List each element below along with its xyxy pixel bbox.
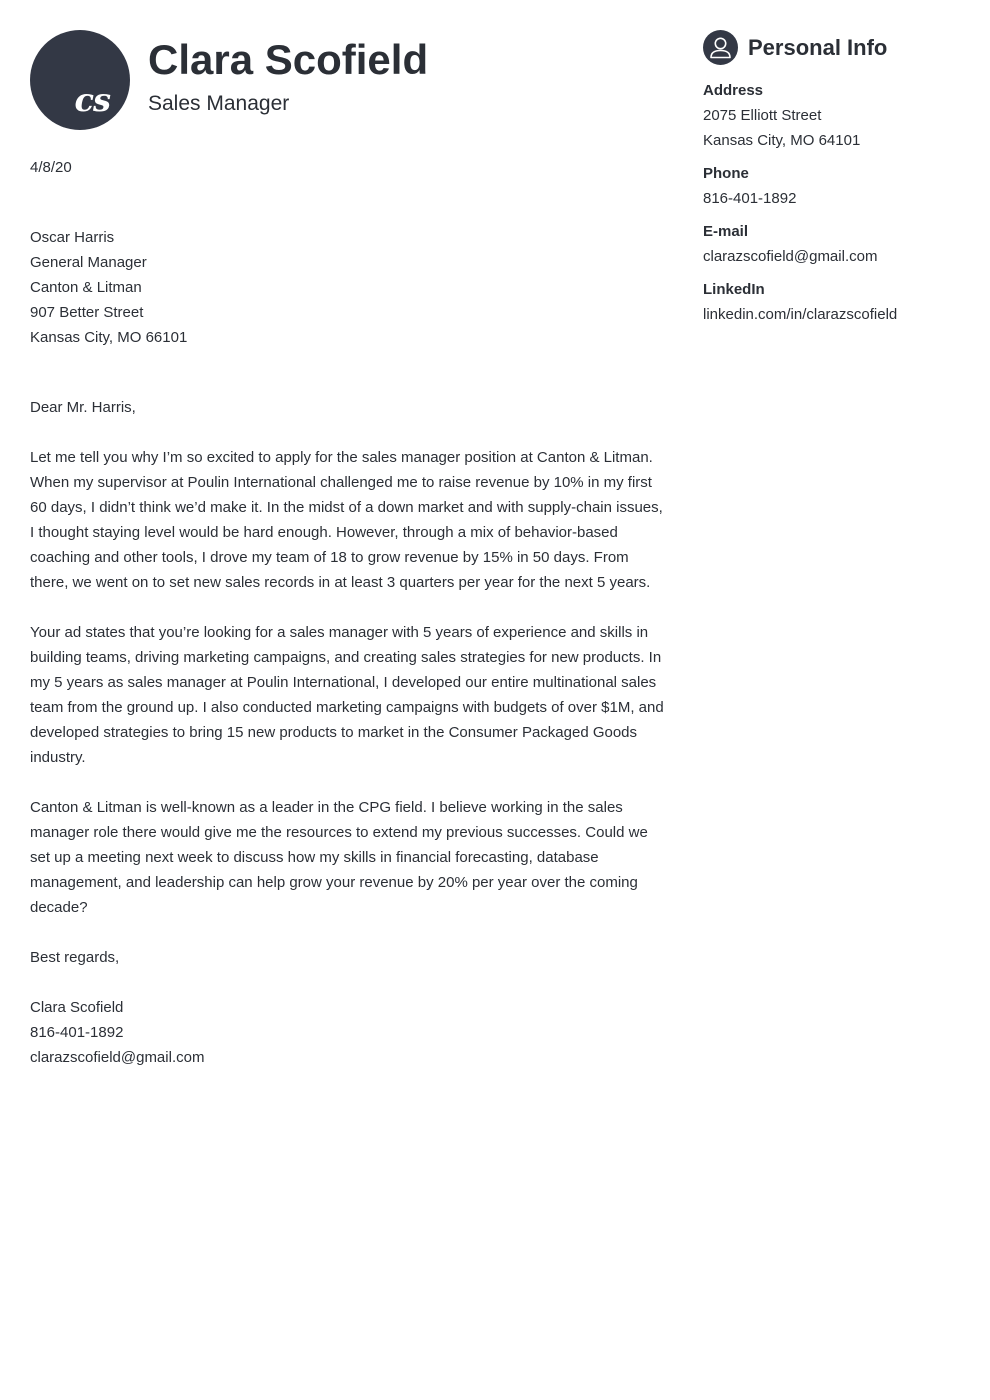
- salutation: Dear Mr. Harris,: [30, 399, 136, 416]
- recipient-name: Oscar Harris: [30, 229, 115, 246]
- signature-phone: 816-401-1892: [30, 1024, 124, 1041]
- personal-info-header: [703, 30, 973, 66]
- signature-name: Clara Scofield: [30, 999, 124, 1016]
- monogram-initials: cs: [74, 81, 110, 119]
- letter-date: 4/8/20: [30, 159, 72, 176]
- signature-block: [30, 995, 670, 1070]
- applicant-name: Clara Scofield: [148, 36, 429, 83]
- recipient-city: Kansas City, MO 66101: [30, 329, 188, 346]
- monogram-avatar: [30, 30, 130, 130]
- linkedin-label: LinkedIn: [703, 281, 765, 298]
- recipient-street: 907 Better Street: [30, 304, 144, 321]
- recipient-company: Canton & Litman: [30, 279, 142, 296]
- letter-body: [30, 155, 670, 1070]
- email-label: E-mail: [703, 223, 749, 240]
- address-block: [703, 78, 973, 153]
- phone-value: 816-401-1892: [703, 190, 797, 207]
- personal-info-sidebar: [703, 30, 973, 335]
- person-icon: [703, 30, 738, 65]
- linkedin-value[interactable]: linkedin.com/in/clarazscofield: [703, 306, 898, 323]
- letter-paragraph-3: Canton & Litman is well-known as a leader in the CPG field. I believe working in the sales manager role there would give me the resources to extend my previous successes. Could we set up a meeting next week to discuss how my skills in financial forecasting, database management, and leadership can help grow your revenue by 20% per year over the coming decade?: [30, 799, 648, 916]
- signature-email: clarazscofield@gmail.com: [30, 1049, 205, 1066]
- recipient-block: [30, 225, 670, 350]
- address-line-1: 2075 Elliott Street: [703, 107, 822, 124]
- letter-paragraph-2: Your ad states that you’re looking for a sales manager with 5 years of experience and skills in building teams, driving marketing campaigns, and creating sales strategies for new products. In my 5 years as sales manager at Poulin International, I developed our entire multinational sales team from the ground up. I also conducted marketing campaigns with budgets of over $1M, and developed strategies to bring 15 new products to market in the Consumer Packaged Goods industry.: [30, 624, 664, 766]
- personal-info-title: Personal Info: [748, 35, 888, 60]
- linkedin-block: [703, 277, 973, 327]
- address-line-2: Kansas City, MO 64101: [703, 132, 861, 149]
- email-block: [703, 219, 973, 269]
- recipient-title: General Manager: [30, 254, 147, 271]
- closing: Best regards,: [30, 949, 120, 966]
- phone-block: [703, 161, 973, 211]
- letter-paragraph-1: Let me tell you why I’m so excited to apply for the sales manager position at Canton & Litman. When my supervisor at Poulin International challenged me to raise revenue by 10% in my first 60 days, I didn’t think we’d make it. In the midst of a down market and with supply-chain issues, I thought staying level would be hard enough. However, through a mix of behavior-based coaching and other tools, I drove my team of 18 to grow revenue by 15% in 50 days. From there, we went on to set new sales records in at least 3 quarters per year for the next 5 years.: [30, 449, 663, 591]
- phone-label: Phone: [703, 165, 749, 182]
- applicant-job-title: Sales Manager: [148, 92, 290, 115]
- address-label: Address: [703, 82, 764, 99]
- email-value[interactable]: clarazscofield@gmail.com: [703, 248, 878, 265]
